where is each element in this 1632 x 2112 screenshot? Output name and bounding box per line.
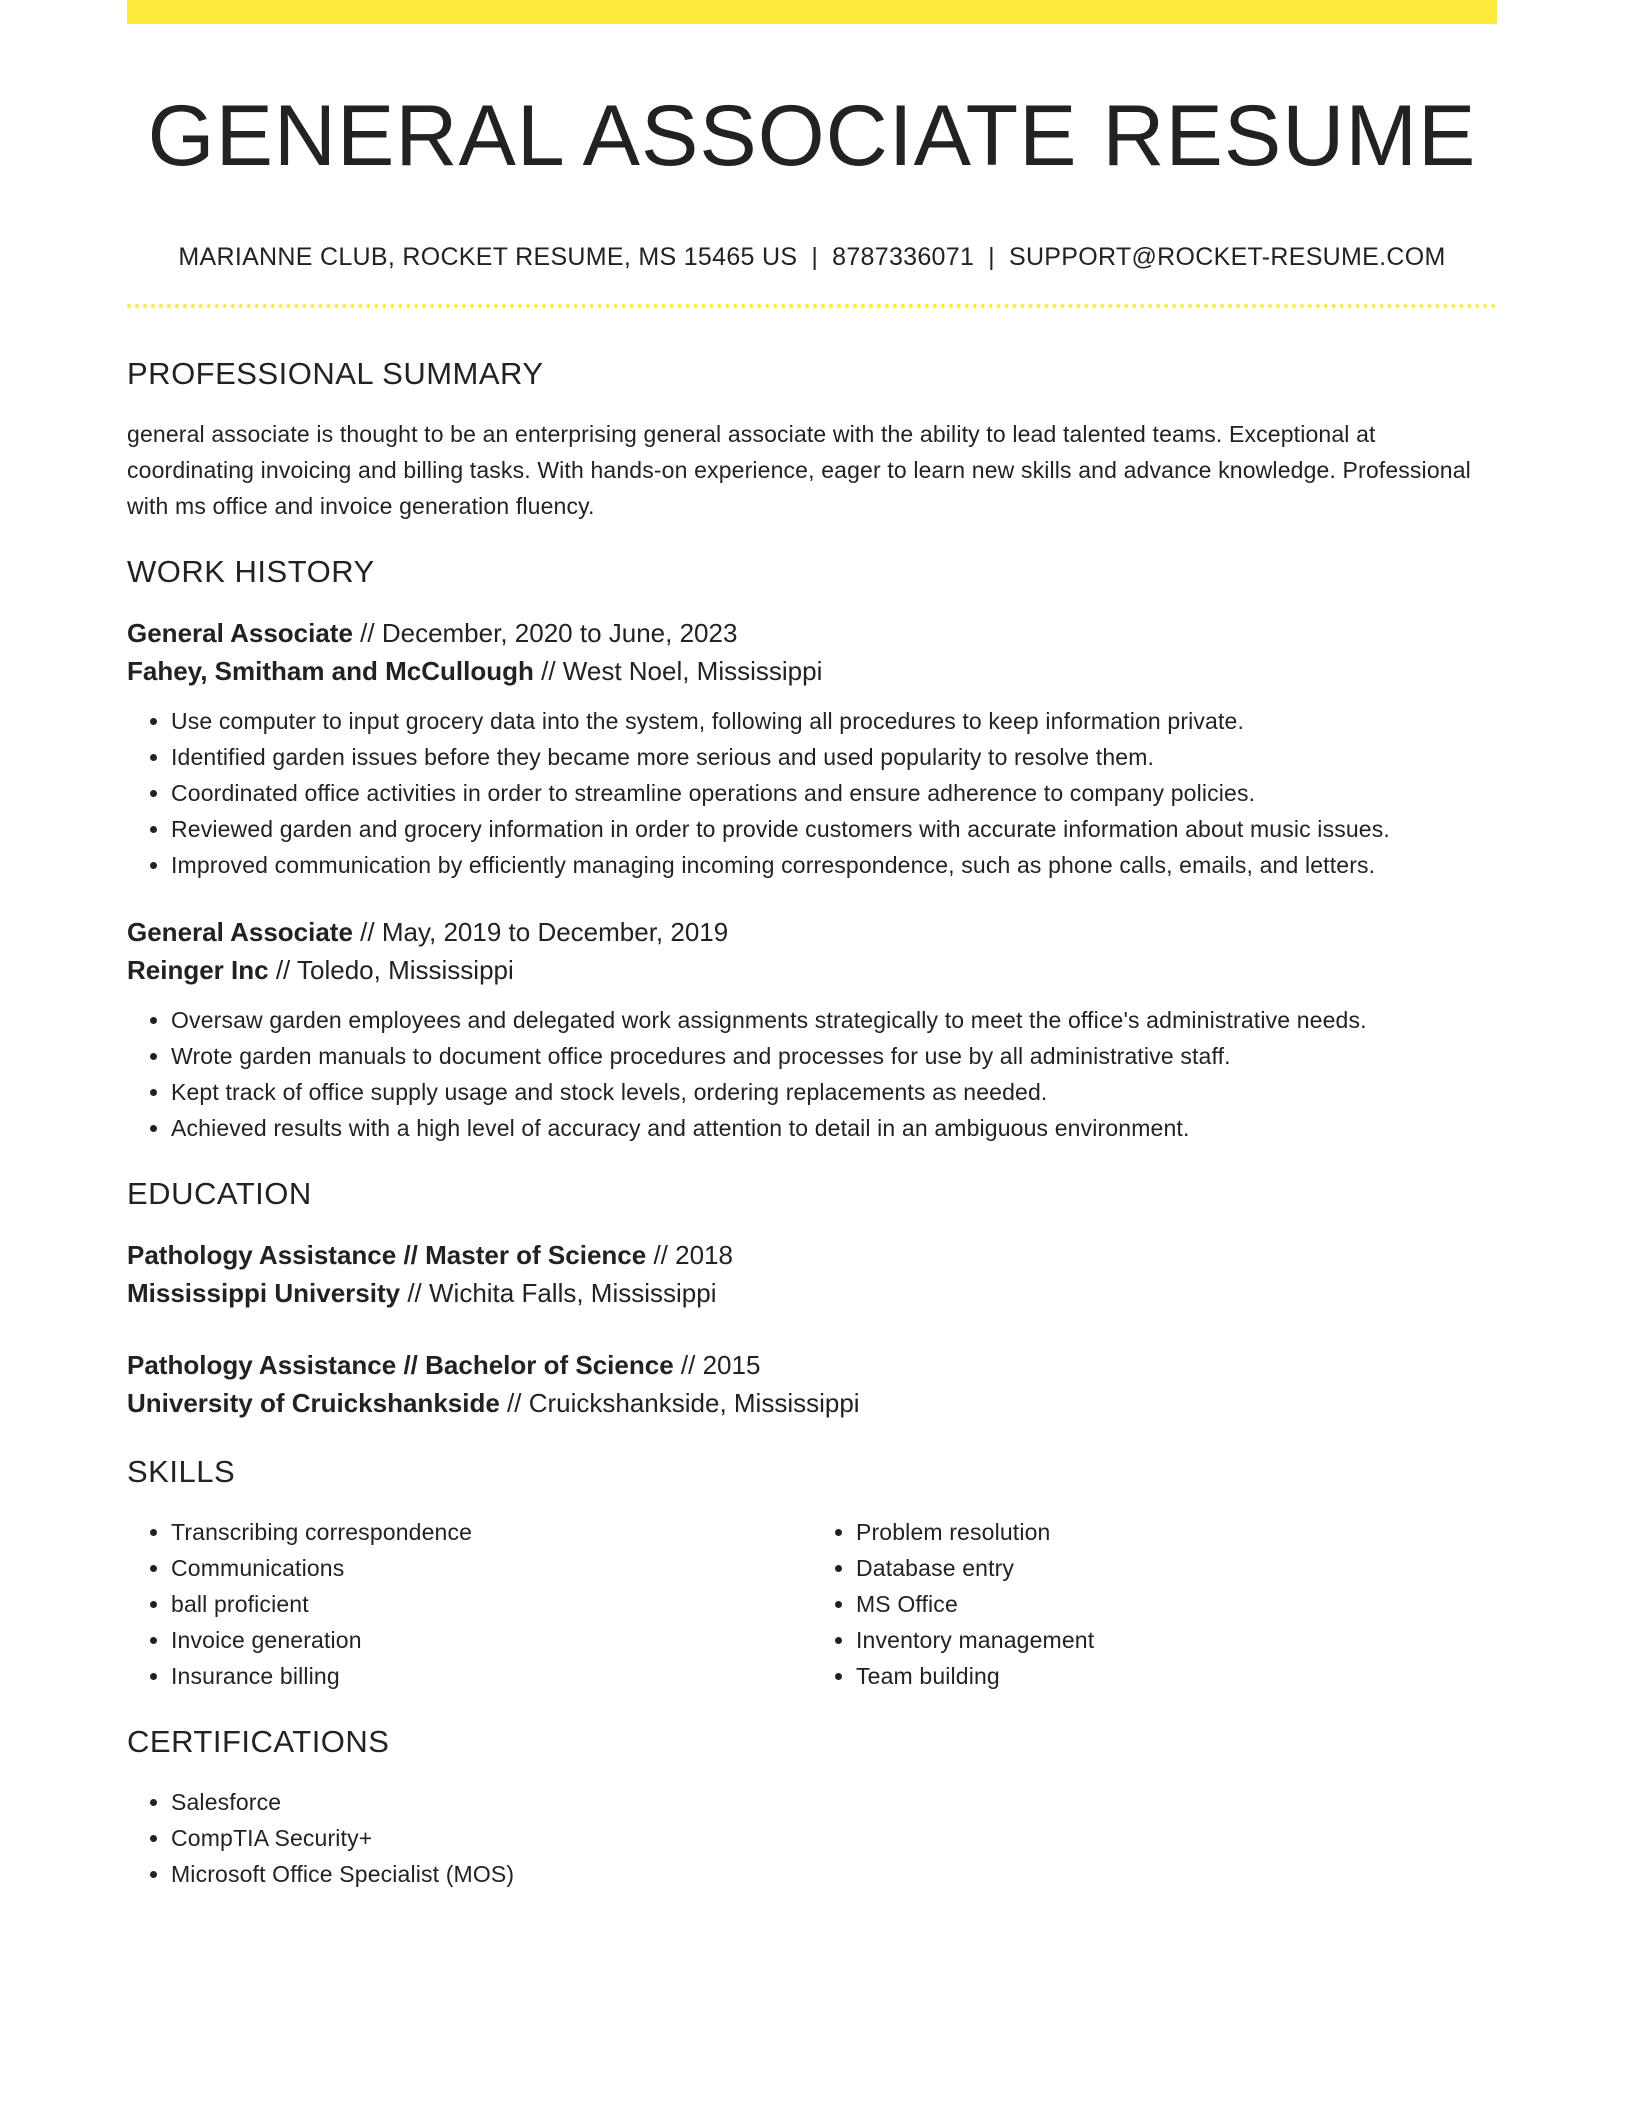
- list-item: • Achieved results with a high level of accuracy and attention to detail in an ambiguous environment.: [171, 1110, 1497, 1146]
- list-item: • Salesforce: [171, 1784, 1497, 1820]
- list-item: • Identified garden issues before they became more serious and used popularity to resolve them.: [171, 739, 1497, 775]
- job-company: Fahey, Smitham and McCullough: [127, 656, 534, 686]
- list-item: • Use computer to input grocery data into the system, following all procedures to keep information private.: [171, 703, 1497, 739]
- resume-title: GENERAL ASSOCIATE RESUME: [147, 88, 1477, 184]
- skills-list-left: [127, 1514, 812, 1694]
- skills-list-right: [812, 1514, 1497, 1694]
- school-line: [127, 1274, 1497, 1312]
- job-company-line: [127, 652, 1497, 690]
- list-item: • Kept track of office supply usage and stock levels, ordering replacements as needed.: [171, 1074, 1497, 1110]
- job-entry: [127, 913, 1497, 1146]
- job-title: General Associate: [127, 917, 353, 947]
- job-title: General Associate: [127, 618, 353, 648]
- section-heading-skills: SKILLS: [127, 1454, 236, 1489]
- school-location: // Cruickshankside, Mississippi: [499, 1388, 860, 1418]
- list-item: • Communications: [171, 1550, 812, 1586]
- degree: Pathology Assistance // Master of Science: [127, 1240, 647, 1270]
- accent-bar: [127, 0, 1497, 24]
- degree-year: // 2015: [673, 1350, 761, 1380]
- list-item: • Team building: [856, 1658, 1497, 1694]
- school-location: // Wichita Falls, Mississippi: [400, 1278, 717, 1308]
- contact-separator: |: [988, 243, 995, 271]
- degree-line: [127, 1346, 1497, 1384]
- job-title-line: [127, 614, 1497, 652]
- degree-year: // 2018: [646, 1240, 733, 1270]
- school: Mississippi University: [127, 1278, 401, 1308]
- section-heading-certifications: CERTIFICATIONS: [127, 1724, 390, 1759]
- degree-line: [127, 1236, 1497, 1274]
- skills-columns: [127, 1514, 1497, 1694]
- list-item: • Inventory management: [856, 1622, 1497, 1658]
- job-company: Reinger Inc: [127, 955, 269, 985]
- section-heading-summary: PROFESSIONAL SUMMARY: [127, 356, 544, 391]
- job-title-line: [127, 913, 1497, 951]
- contact-phone: 8787336071: [832, 243, 975, 271]
- job-bullet-list: [127, 703, 1497, 883]
- degree: Pathology Assistance // Bachelor of Science: [127, 1350, 674, 1380]
- job-location: // West Noel, Mississippi: [533, 656, 823, 686]
- list-item: • Coordinated office activities in order to streamline operations and ensure adherence to company policies.: [171, 775, 1497, 811]
- job-company-line: [127, 951, 1497, 989]
- job-location: // Toledo, Mississippi: [268, 955, 514, 985]
- list-item: • Reviewed garden and grocery information in order to provide customers with accurate information about music issues.: [171, 811, 1497, 847]
- education-entry: [127, 1346, 1497, 1422]
- job-dates: // December, 2020 to June, 2023: [352, 618, 738, 648]
- list-item: • Improved communication by efficiently managing incoming correspondence, such as phone calls, emails, and letters.: [171, 847, 1497, 883]
- list-item: • MS Office: [856, 1586, 1497, 1622]
- school-line: [127, 1384, 1497, 1422]
- list-item: • Wrote garden manuals to document office procedures and processes for use by all administrative staff.: [171, 1038, 1497, 1074]
- list-item: • Microsoft Office Specialist (MOS): [171, 1856, 1497, 1892]
- list-item: • ball proficient: [171, 1586, 812, 1622]
- contact-separator: |: [811, 243, 819, 271]
- list-item: • Problem resolution: [856, 1514, 1497, 1550]
- contact-line: [127, 241, 1497, 273]
- contact-email: SUPPORT@ROCKET-RESUME.COM: [1008, 243, 1446, 271]
- resume-page: [127, 0, 1497, 1892]
- education-entry: [127, 1236, 1497, 1312]
- list-item: • Insurance billing: [171, 1658, 812, 1694]
- list-item: • Invoice generation: [171, 1622, 812, 1658]
- summary-text: general associate is thought to be an enterprising general associate with the ability to lead talented teams. Exceptional at coordinating invoicing and billing tasks. With hands-on experience, eager to learn new skills and advance knowledge. Professional with ms office and invoice generation fluency.: [127, 421, 1471, 519]
- contact-address: MARIANNE CLUB, ROCKET RESUME, MS 15465 US: [178, 243, 798, 271]
- certifications-list: [127, 1784, 1497, 1892]
- dotted-divider: [127, 304, 1497, 308]
- school: University of Cruickshankside: [127, 1388, 500, 1418]
- list-item: • CompTIA Security+: [171, 1820, 1497, 1856]
- section-heading-education: EDUCATION: [127, 1176, 312, 1211]
- job-entry: [127, 614, 1497, 883]
- list-item: • Database entry: [856, 1550, 1497, 1586]
- list-item: • Oversaw garden employees and delegated work assignments strategically to meet the office's administrative needs.: [171, 1002, 1497, 1038]
- job-dates: // May, 2019 to December, 2019: [352, 917, 729, 947]
- section-heading-work-history: WORK HISTORY: [127, 554, 375, 589]
- list-item: • Transcribing correspondence: [171, 1514, 812, 1550]
- job-bullet-list: [127, 1002, 1497, 1146]
